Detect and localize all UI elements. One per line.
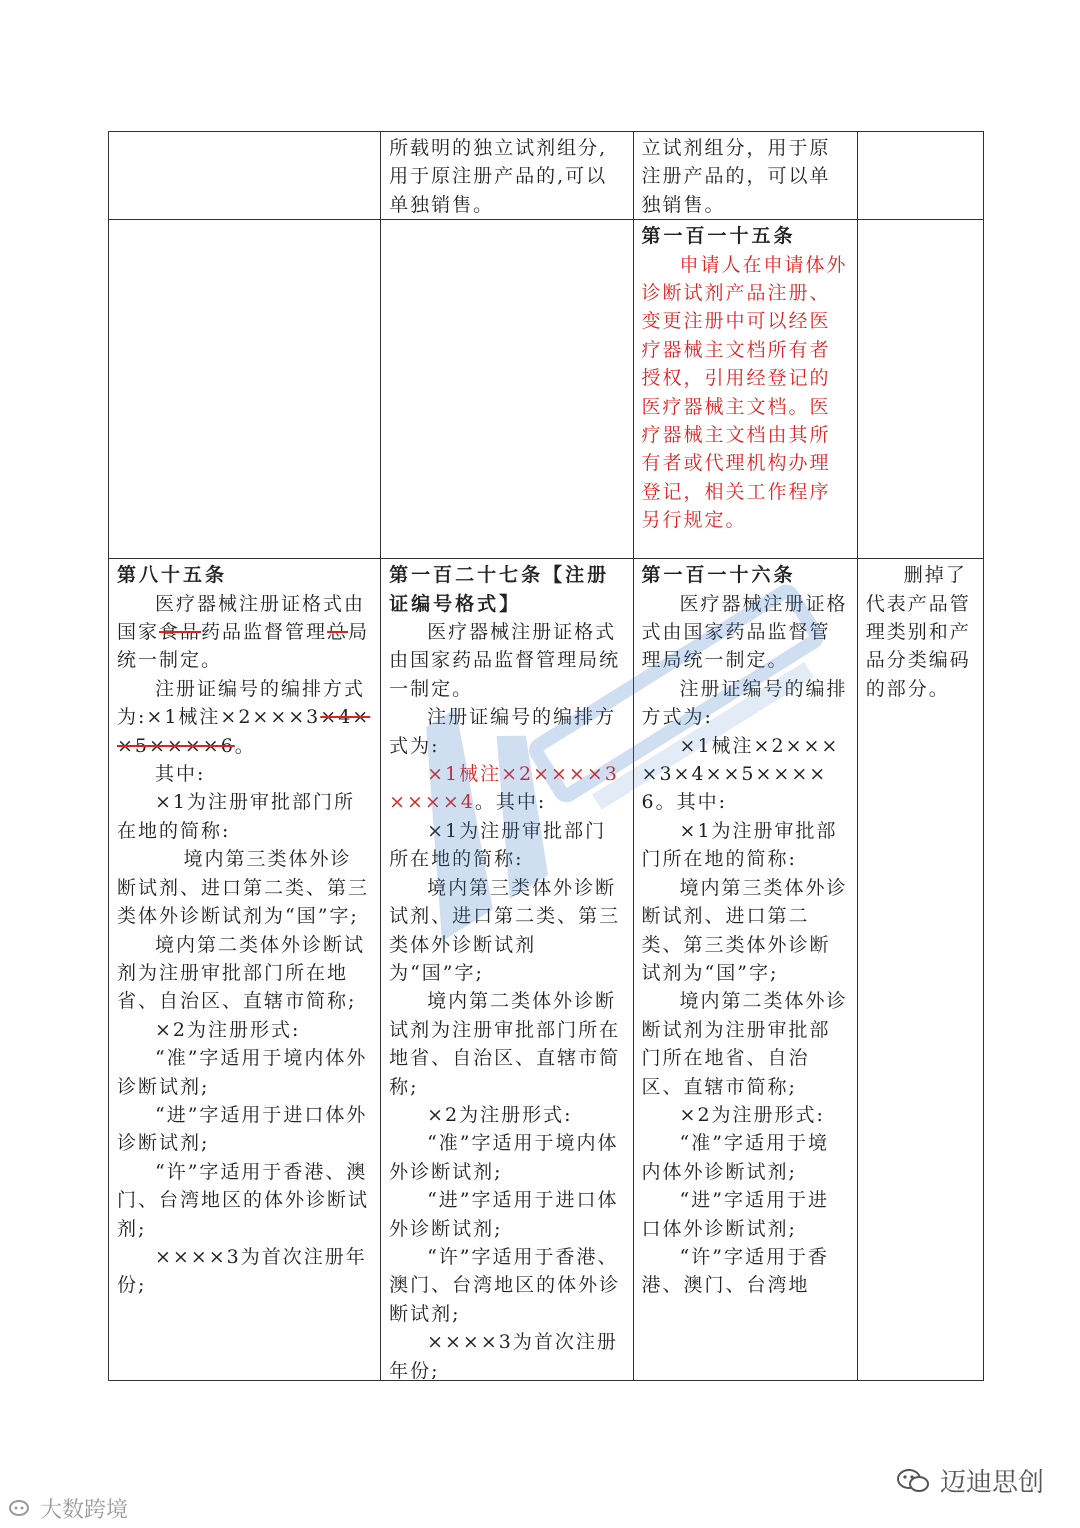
table-row	[109, 220, 984, 559]
paragraph: 境内第二类体外诊断试剂为注册审批部门所在地省、自治区、直辖市简称;	[389, 990, 621, 1098]
paragraph: ×1械注×2××××3×4××5××××6。其中:	[641, 734, 840, 814]
paragraph: ×2为注册形式:	[679, 1103, 825, 1126]
article-title: 第一百一十五条	[641, 225, 796, 248]
text: 药品监督管理	[201, 621, 328, 644]
paragraph: 医疗器械注册证格式由国家药品监督管理局统一制定。	[389, 621, 621, 700]
note-text: 删掉了代表产品管理类别和产品分类编码的部分。	[865, 564, 971, 700]
paragraph: “准”字适用于境内体外诊断试剂;	[117, 1047, 368, 1098]
article-title: 第一百一十六条	[641, 564, 796, 587]
cell-note	[857, 220, 983, 559]
cell-old-regulation	[109, 220, 381, 559]
paragraph: 境内第三类体外诊断试剂、进口第二类、第三类体外诊断试剂为“国”字;	[641, 876, 848, 984]
brand-name: 大数跨境	[40, 1498, 129, 1523]
cell-new-regulation	[633, 220, 857, 559]
cell-old-regulation	[109, 132, 381, 220]
text: 医疗器械注册证格式由国家	[117, 592, 366, 644]
paragraph: “许”字适用于香港、澳门、台湾地	[641, 1245, 829, 1297]
paragraph: 境内第二类体外诊断试剂为注册审批部门所在地省、自治区、直辖市简称;	[641, 990, 848, 1098]
paragraph: 医疗器械注册证格式由国家药品监督管理局统一制定。	[641, 592, 848, 672]
text: 。其中:	[474, 791, 547, 814]
cell-text: 立试剂组分，用于原注册产品的，可以单独销售。	[641, 137, 831, 216]
wechat-icon	[896, 1467, 930, 1495]
cell-draft	[381, 132, 633, 220]
paragraph: 注册证编号的编排方式为:	[389, 706, 617, 757]
paragraph: “进”字适用于进口体外诊断试剂;	[117, 1103, 368, 1155]
paragraph	[389, 760, 624, 817]
deleted-text: ×4××5××××6	[117, 706, 371, 757]
paragraph: ×2为注册形式:	[155, 1018, 301, 1041]
brand-name: 迈迪思创	[939, 1468, 1044, 1498]
footer-brand-left	[8, 1493, 128, 1524]
article-title: 第一百二十七条【注册证编号格式】	[389, 564, 610, 615]
paragraph: “进”字适用于进口体外诊断试剂;	[389, 1189, 619, 1240]
chat-bubble-icon	[8, 1498, 34, 1520]
article-body: 申请人在申请体外诊断试剂产品注册、变更注册中可以经医疗器械主文档所有者授权，引用经登记的医疗器械主文档。医疗器械主文档由其所有者或代理机构办理登记，相关工作程序另行规定。	[641, 253, 848, 532]
cell-draft	[381, 559, 633, 1381]
paragraph: “准”字适用于境内体外诊断试剂;	[389, 1132, 619, 1183]
text: 局统一制定。	[117, 621, 370, 672]
paragraph: ×2为注册形式:	[427, 1103, 573, 1126]
cell-draft	[381, 220, 633, 559]
paragraph: “许”字适用于香港、澳门、台湾地区的体外诊断试剂;	[117, 1160, 370, 1240]
cell-old-regulation	[109, 559, 381, 1381]
article-title: 第八十五条	[117, 564, 228, 587]
paragraph	[117, 590, 372, 675]
paragraph: 其中:	[155, 763, 206, 786]
deleted-text: 食品	[159, 621, 202, 644]
paragraph: ×1为注册审批部门所在地的简称:	[641, 819, 838, 871]
paragraph: ×1为注册审批部门所在地的简称:	[389, 819, 607, 871]
paragraph: “许”字适用于香港、澳门、台湾地区的体外诊断试剂;	[389, 1245, 621, 1325]
cell-new-regulation	[633, 132, 857, 220]
footer-brand-right	[896, 1462, 1044, 1499]
cell-text: 所载明的独立试剂组分,用于原注册产品的,可以单独销售。	[389, 137, 608, 216]
inserted-text: ×1械注×2××××3××××4	[389, 763, 619, 814]
paragraph: 境内第二类体外诊断试剂为注册审批部门所在地省、自治区、直辖市简称;	[117, 933, 366, 1013]
table-row	[109, 132, 984, 220]
cell-note	[857, 132, 983, 220]
paragraph: 境内第三类体外诊断试剂、进口第二类、第三类体外诊断试剂为“国”字;	[389, 876, 621, 984]
paragraph	[117, 675, 372, 760]
deleted-text: 总	[327, 621, 349, 644]
paragraph: 注册证编号的编排方式为:	[641, 677, 848, 729]
text: 注册证编号的编排方式为:×1械注×2×××3	[117, 677, 366, 729]
paragraph: ×1为注册审批部门所在地的简称:	[117, 791, 356, 842]
comparison-table	[108, 131, 984, 1381]
table-row	[109, 559, 984, 1381]
text: 。	[234, 734, 256, 757]
cell-note	[857, 559, 983, 1381]
paragraph: “进”字适用于进口体外诊断试剂;	[641, 1189, 829, 1240]
paragraph: “准”字适用于境内体外诊断试剂;	[641, 1132, 829, 1183]
paragraph: ××××3为首次注册年份;	[389, 1331, 618, 1380]
paragraph: 境内第三类体外诊断试剂、进口第二类、第三类体外诊断试剂为“国”字;	[117, 848, 370, 928]
paragraph: ××××3为首次注册年份;	[117, 1245, 367, 1297]
cell-new-regulation	[633, 559, 857, 1381]
